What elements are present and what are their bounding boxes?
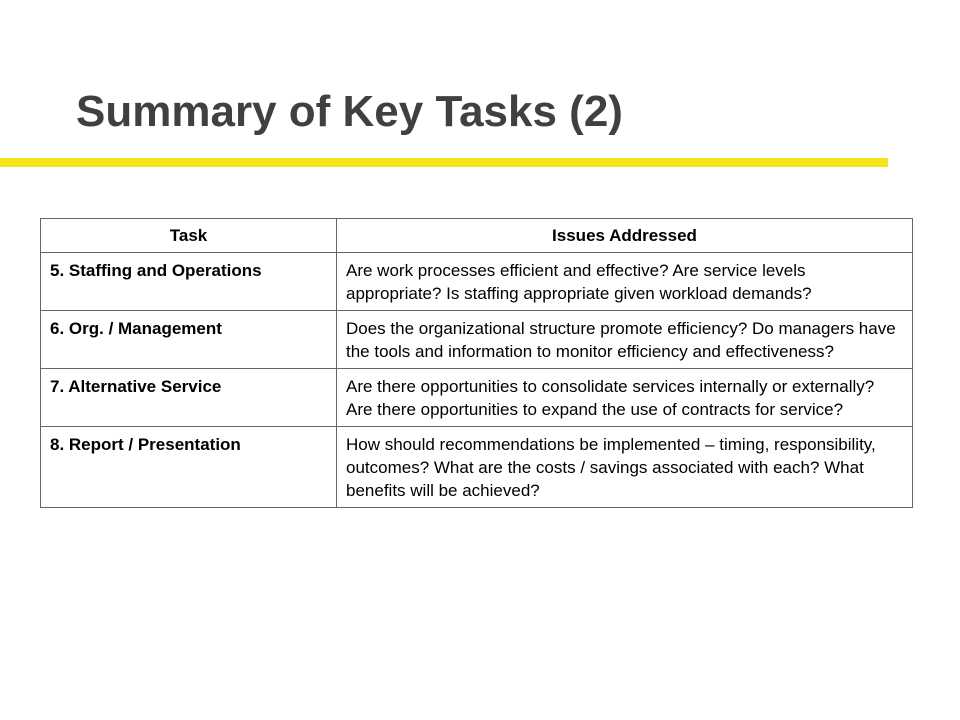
task-cell: 5. Staffing and Operations — [41, 253, 337, 311]
title-accent-rule — [0, 158, 888, 167]
header-issues-addressed: Issues Addressed — [337, 219, 913, 253]
table-row — [41, 311, 913, 369]
table-row — [41, 369, 913, 427]
issues-cell: Are work processes efficient and effective? Are service levels appropriate? Is staffing appropriate given workload demands? — [337, 253, 913, 311]
table-row — [41, 427, 913, 508]
task-cell: 7. Alternative Service — [41, 369, 337, 427]
issues-cell: Does the organizational structure promote efficiency? Do managers have the tools and information to monitor efficiency and effectiveness? — [337, 311, 913, 369]
slide-title: Summary of Key Tasks (2) — [76, 87, 623, 136]
task-cell: 8. Report / Presentation — [41, 427, 337, 508]
issues-cell: Are there opportunities to consolidate services internally or externally? Are there opportunities to expand the use of contracts for service? — [337, 369, 913, 427]
table-header-row — [41, 219, 913, 253]
task-cell: 6. Org. / Management — [41, 311, 337, 369]
header-task: Task — [41, 219, 337, 253]
issues-cell: How should recommendations be implemented – timing, responsibility, outcomes? What are the costs / savings associated with each? What benefits will be achieved? — [337, 427, 913, 508]
table-row — [41, 253, 913, 311]
key-tasks-table — [40, 218, 913, 508]
